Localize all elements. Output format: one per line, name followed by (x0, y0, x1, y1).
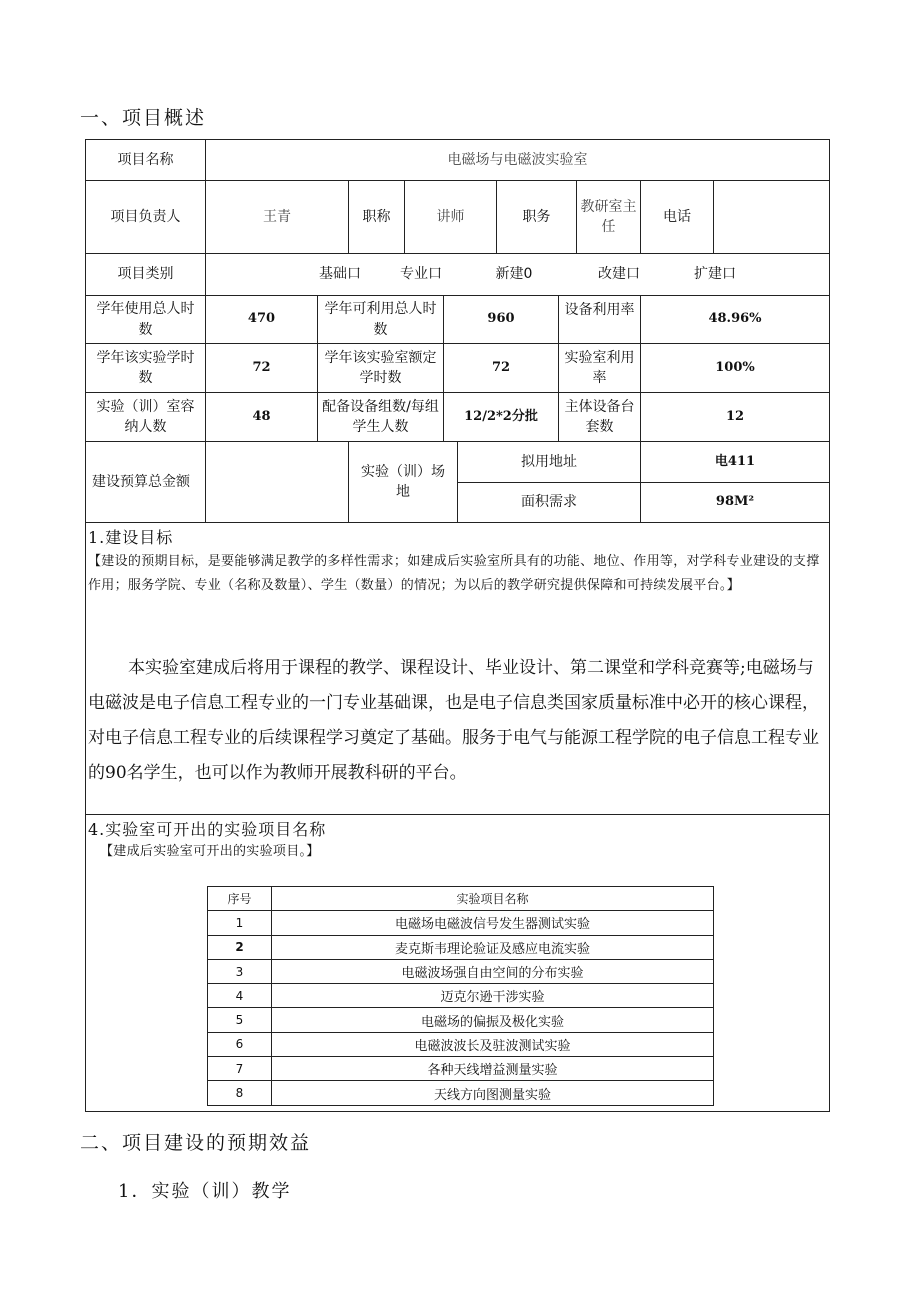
benefit-item-teaching: 1．实验（训）教学 (118, 1181, 292, 1202)
area-label: 面积需求 (521, 494, 577, 511)
lab-hours-value: 72 (252, 359, 271, 375)
experiments-guide: 【建成后实验室可开出的实验项目。】 (100, 844, 320, 859)
title-value: 讲师 (436, 208, 465, 225)
equipment-usage-label: 设备利用率 (564, 302, 635, 318)
capacity-label: 实验（训）室容纳人数 (96, 398, 195, 435)
site-label: 实验（训）场地 (361, 463, 445, 500)
category-option-rebuild: 改建口 (598, 266, 640, 283)
experiments-table (207, 886, 714, 1106)
category-option-major: 专业口 (400, 266, 442, 283)
main-equipment-label: 主体设备台套数 (564, 398, 635, 435)
table-row (208, 959, 714, 983)
name-column-header: 实验项目名称 (272, 887, 714, 911)
title-label: 职称 (362, 208, 391, 225)
total-hours-value: 470 (247, 311, 276, 327)
category-option-new: 新建0 (495, 266, 533, 283)
table-row (208, 1081, 714, 1105)
table-header-row (208, 887, 714, 911)
main-equipment-value: 12 (725, 408, 745, 424)
available-hours-value: 960 (487, 311, 515, 327)
position-value: 教研室主任 (580, 198, 637, 235)
lab-usage-label: 实验室利用率 (564, 349, 635, 386)
rated-hours-value: 72 (491, 359, 511, 375)
leader-value: 王青 (263, 208, 291, 225)
phone-label: 电话 (663, 208, 691, 225)
equipment-groups-value: 12/2*2分批 (464, 408, 538, 424)
project-name-value: 电磁场与电磁波实验室 (447, 151, 588, 168)
goal-guide: 【建设的预期目标，是要能够满足教学的多样性需求；如建成后实验室所具有的功能、地位、作用等，对学科专业建设的支撑作用；服务学院、专业（名称及数量）、学生（数量）的情况；为以后的教学研究提供保障和可持续发展平台。】 (88, 554, 820, 593)
row-index: 5 (208, 1008, 272, 1032)
row-index: 3 (208, 959, 272, 983)
equipment-usage-value: 48.96% (708, 311, 762, 327)
category-label: 项目类别 (117, 266, 174, 283)
row-index: 2 (208, 935, 272, 959)
table-row (208, 911, 714, 935)
equipment-groups-label: 配备设备组数/每组学生人数 (322, 398, 439, 435)
lab-usage-value: 100% (715, 359, 755, 375)
area-value: 98M² (715, 494, 755, 510)
row-index: 8 (208, 1081, 272, 1105)
leader-label: 项目负责人 (110, 208, 181, 225)
row-index: 4 (208, 984, 272, 1008)
row-name: 电磁波波长及驻波测试实验 (272, 1032, 714, 1056)
phone-value (714, 181, 829, 253)
row-name: 各种天线增益测量实验 (272, 1057, 714, 1081)
rated-hours-label: 学年该实验室额定学时数 (324, 349, 437, 386)
goal-body: 本实验室建成后将用于课程的教学、课程设计、毕业设计、第二课堂和学科竞赛等;电磁场与电磁波是电子信息工程专业的一门专业基础课，也是电子信息类国家质量标准中必开的核心课程，对电子信息工程专业的后续课程学习奠定了基础。服务于电气与能源工程学院的电子信息工程专业的90名学生，也可以作为教师开展教科研的平台。 (88, 658, 819, 783)
row-index: 7 (208, 1057, 272, 1081)
table-row (208, 1008, 714, 1032)
row-name: 迈克尔逊干涉实验 (272, 984, 714, 1008)
capacity-value: 48 (252, 408, 271, 424)
category-option-expand: 扩建口 (694, 266, 736, 283)
row-name: 电磁波场强自由空间的分布实验 (272, 959, 714, 983)
row-name: 电磁场电磁波信号发生器测试实验 (272, 911, 714, 935)
budget-value (220, 442, 348, 522)
table-row (208, 984, 714, 1008)
address-label: 拟用地址 (521, 453, 577, 470)
lab-hours-label: 学年该实验学时数 (96, 349, 195, 386)
table-row (208, 1032, 714, 1056)
row-index: 6 (208, 1032, 272, 1056)
address-value: 电411 (714, 453, 756, 469)
index-column-header: 序号 (208, 887, 272, 911)
position-label: 职务 (522, 208, 551, 225)
row-name: 电磁场的偏振及极化实验 (272, 1008, 714, 1032)
goal-title: 1.建设目标 (88, 528, 174, 547)
experiments-title: 4.实验室可开出的实验项目名称 (88, 820, 327, 839)
table-row (208, 1057, 714, 1081)
budget-label: 建设预算总金额 (92, 473, 190, 490)
row-index: 1 (208, 911, 272, 935)
table-row (208, 935, 714, 959)
row-name: 麦克斯韦理论验证及感应电流实验 (272, 935, 714, 959)
project-name-label: 项目名称 (117, 151, 174, 168)
category-option-basic: 基础口 (319, 266, 361, 283)
row-name: 天线方向图测量实验 (272, 1081, 714, 1105)
total-hours-label: 学年使用总人时数 (96, 301, 195, 338)
available-hours-label: 学年可利用总人时数 (324, 301, 437, 338)
section-title-benefits: 二、项目建设的预期效益 (80, 1132, 312, 1154)
section-title-overview: 一、项目概述 (80, 107, 207, 129)
